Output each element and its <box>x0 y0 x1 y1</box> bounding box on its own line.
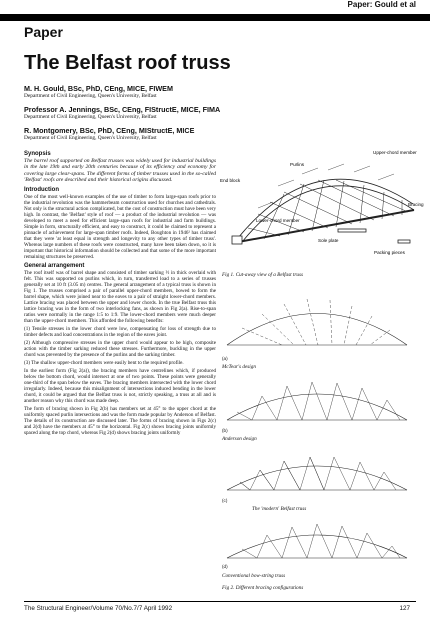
sole-plate <box>338 229 366 232</box>
author-2: Professor A. Jennings, BSc, CEng, FIStructE, MICE, FIMA <box>24 105 221 114</box>
fig1-caption: Fig 1. Cut-away view of a Belfast truss <box>222 272 303 278</box>
fig2c-drawing <box>222 448 412 494</box>
label-upper-chord: Upper-chord member <box>373 150 417 155</box>
page-number: 127 <box>399 605 410 612</box>
fig2b-tag: (b) <box>222 428 228 433</box>
fig2c-tag: (c) <box>222 498 228 503</box>
general-p6: The form of bracing shown in Fig 2(b) has members set at 45° to the upper chord at the uniformly spaced purlin intersections and was the form made popular by Anderson of Belfast. The details of its construction are discussed later. The forms of bracing shown in Figs 2(c) and 2(d) have the members at 45° to the horizontal. Fig 2(c) shows bracing joints uniformly spaced along the top chord, whereas Fig 2(d) shows bracing joints uniformly <box>24 405 216 436</box>
footer-rule <box>24 601 416 602</box>
fig1-truss-drawing <box>218 146 422 266</box>
fig2d-label: Conventional bow-string truss <box>222 573 286 579</box>
general-p3: (2) Although compressive stresses in the upper chord would appear to be high, composite action with the timber sarking reduced these stresses. Furthermore, buckling in the upper chord was prevented by the presence of the purlins and the sarking timber. <box>24 339 216 358</box>
affiliation-1: Department of Civil Engineering, Queen's University, Belfast <box>24 93 157 99</box>
affiliation-3: Department of Civil Engineering, Queen's University, Belfast <box>24 135 157 141</box>
label-sole-plate: Sole plate <box>318 238 339 243</box>
footer-journal: The Structural Engineer/Volume 70/No.7/7 April 1992 <box>24 605 173 612</box>
fig2c-label: The 'modern' Belfast truss <box>252 506 307 512</box>
general-p1: The roof itself was of barrel shape and consisted of timber sarking ½ in thick overlaid with felt. This was supported on purlins which, in turn, transferred load to a series of trusses generally set at 10 ft (3.05 m) centres. The general arrangement of a typical truss is shown in Fig 1. The trusses comprised a pair of parallel upper-chord members, bowed to form the barrel shape, which were joined near to the eaves to a pair of straight lower-chord members. Lattice bracing was placed between the upper and lower chords. In the true Belfast truss this lattice bracing was in the form of two interlocking fans, as shown in Fig 2(a). Rise-to-span ratios were normally in the range 1:5 to 1:9. The lower-chord members were much deeper than the upper-chord members. This afforded the following benefits: <box>24 269 216 324</box>
paper-title: The Belfast roof truss <box>24 52 231 74</box>
label-lower-chord: Lower-chord member <box>256 218 300 223</box>
fig2a-label: McTear's design <box>222 364 256 370</box>
running-head: Paper: Gould et al <box>347 0 416 9</box>
introduction-text: One of the most well-known examples of the use of timber to form large-span roofs prior to the industrial revolution was the hammerbeam construction used for churches and cathedrals. Not only is the structural action complicated, but the cost of construction must have been very high. In contrast, the 'Belfast' style of roof — a product of the industrial revolution — was developed to meet a need for efficient large-span roofs for industrial and farm buildings. Simple in form, structurally efficient, and easy to construct, it could be claimed to represent a pinnacle of achievement for large-span timber roofs. Indeed, Boughton in 1946¹ has claimed that they were 'at least equal in strength and longevity to any other types of timber truss'. Whereas large numbers of these roofs were constructed, many have been taken down, so it is important that historical information should be collected and that some of the more important remaining structures be preserved. <box>24 193 216 260</box>
fig2-caption: Fig 2. Different bracing configurations <box>222 585 304 591</box>
fig2a-tag: (a) <box>222 356 228 361</box>
introduction-heading: Introduction <box>24 186 59 193</box>
fig2b-drawing <box>222 374 412 424</box>
general-p2: (1) Tensile stresses in the lower chord were low, compensating for loss of strength due to timber defects and load concentrations in the region of the eaves joint. <box>24 325 216 338</box>
synopsis-heading: Synopsis <box>24 151 51 157</box>
label-purlins: Purlins <box>290 162 305 167</box>
label-end-block: End block <box>220 178 241 183</box>
fig2d-drawing <box>222 518 412 562</box>
lattice-bracing <box>248 180 408 239</box>
header-rule <box>0 14 430 21</box>
packing-pieces <box>398 240 410 243</box>
author-1: M. H. Gould, BSc, PhD, CEng, MICE, FIWEM <box>24 84 173 93</box>
end-block <box>232 236 242 244</box>
label-bracing: Bracing <box>408 202 424 207</box>
fig2b-label: Anderson design <box>222 436 257 442</box>
affiliation-2: Department of Civil Engineering, Queen's University, Belfast <box>24 114 157 120</box>
author-3: R. Montgomery, BSc, PhD, CEng, MIStructE, MICE <box>24 126 195 135</box>
general-p4: (3) The shallow upper-chord members were easily bent to the required profile. <box>24 359 184 366</box>
fig2a-drawing <box>222 290 412 350</box>
general-p5: In the earliest form (Fig 2(a)), the bracing members have centrelines which, if produced below the bottom chord, would intersect at one of two points. These points were generally one-third of the span below the eaves. The bracing members intersected with the lower chord irregularly. Indeed, because this misalignment of intersections induced bending in the lower chord, it could be argued that the Belfast truss is not, strictly speaking, a truss at all and is another reason why this chord was made deep. <box>24 367 216 404</box>
fig2d-tag: (d) <box>222 564 228 569</box>
synopsis-text: The barrel roof supported on Belfast trusses was widely used for industrial buildings in the late 19th and early 20th centuries because of its efficiency and economy for covering large clear-spans. The different forms of timber trusses used in the so-called 'Belfast' roofs are described and their historical origins discussed. <box>24 158 216 184</box>
general-heading: General arrangement <box>24 262 85 269</box>
upper-chord-outer <box>238 179 413 238</box>
left-column <box>24 148 216 596</box>
label-packing: Packing pieces <box>374 250 405 255</box>
purlins <box>258 164 394 208</box>
section-label: Paper <box>24 24 63 40</box>
